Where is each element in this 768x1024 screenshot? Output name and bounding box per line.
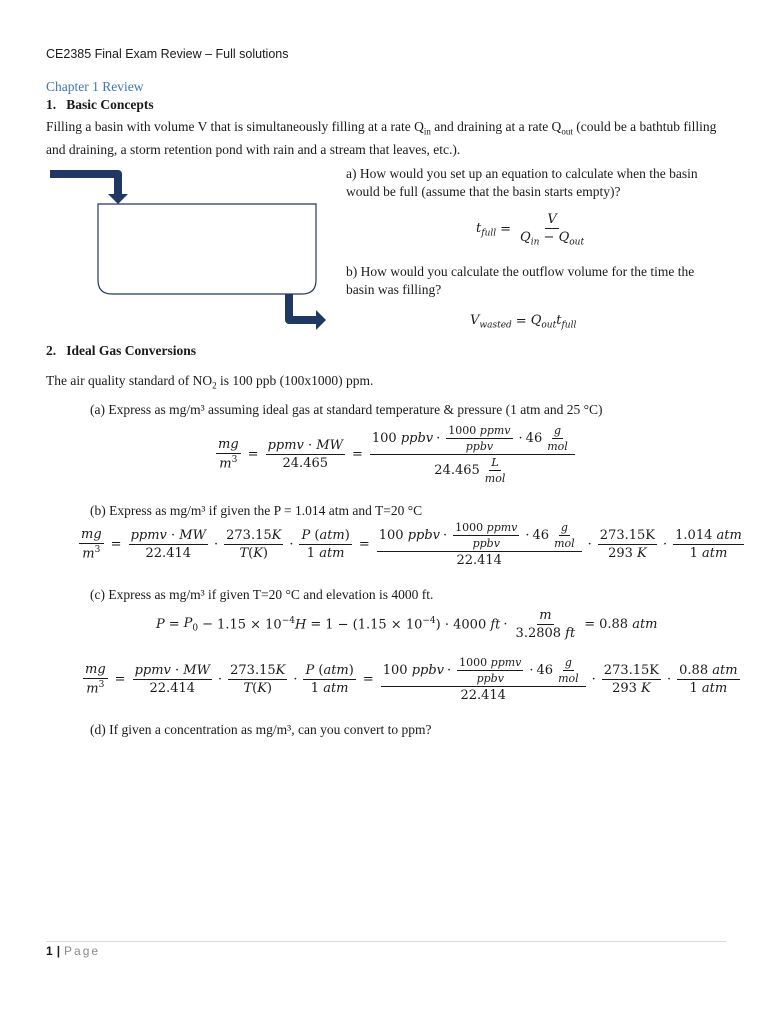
question-2a: (a) Express as mg/m³ assuming ideal gas at standard temperature & pressure (1 atm and 25 °C) <box>90 402 603 417</box>
outflow-arrow <box>289 294 318 320</box>
basin-outline <box>98 204 316 294</box>
question-2d: (d) If given a concentration as mg/m³, can you convert to ppm? <box>90 722 432 737</box>
equation-2b: $\frac{mg}{m^3}$ = $\frac{\text{ppmv · MW}}{22.414}$ · $\frac{273.15K}{T(K)}$ · $\frac{\text{P (atm)}}{\text{1 atm}}$ = 100 ppbv · $\frac{\text{1000 ppmv}}{\text{ppbv}}$ · 46 $\frac{g}{\text{mol}}$ 22.414 · $\frac{273.15K}{293 K}$ · $\frac{\text{1.014 atm}}{\text{1 atm}}$ <box>81 521 742 568</box>
footer-divider <box>46 941 726 942</box>
page-label: Page <box>64 944 101 958</box>
question-1a: a) How would you set up an equation to calculate when the basin would be full (assume that the basin starts empty)? <box>346 166 698 199</box>
question-2b: (b) Express as mg/m³ if given the P = 1.014 atm and T=20 °C <box>90 503 423 518</box>
equation-2c: $\frac{mg}{m^3}$ = $\frac{\text{ppmv · MW}}{22.414}$ · $\frac{273.15K}{T(K)}$ · $\frac{\text{P (atm)}}{\text{1 atm}}$ = 100 ppbv · $\frac{\text{1000 ppmv}}{\text{ppbv}}$ · 46 $\frac{g}{\text{mol}}$ 22.414 · $\frac{273.15K}{293 K}$ · $\frac{\text{0.88 atm}}{\text{1 atm}}$ <box>85 656 738 703</box>
document-title: CE2385 Final Exam Review – Full solutions <box>46 47 289 61</box>
inflow-arrow <box>50 174 118 198</box>
section-1-number: 1. <box>46 97 57 112</box>
equation-2a: $\frac{mg}{m^3}$ = $\frac{\text{ppmv · MW}}{24.465}$ = 100 ppbv · $\frac{\text{1000 ppmv}}{\text{ppbv}}$ · 46 $\frac{g}{\text{mol}}$ 24.465 $\frac{L}{\text{mol}}$ <box>213 424 578 485</box>
section-2-number: 2. <box>46 343 57 358</box>
chapter-heading: Chapter 1 Review <box>46 79 144 94</box>
section-1-title: Basic Concepts <box>66 97 154 112</box>
footer-separator: | <box>56 944 61 958</box>
inflow-arrowhead <box>108 194 128 204</box>
question-1b: b) How would you calculate the outflow volume for the time the basin was filling? <box>346 264 695 297</box>
section-2-heading <box>46 343 196 359</box>
page-footer <box>46 944 100 958</box>
outflow-arrowhead <box>316 310 326 330</box>
section-1-intro: Filling a basin with volume V that is simultaneously filling at a rate $Q_{in}$ and draining at a rate $Q_{out}$ (could be a bathtub filling and draining, a storm retention pond with rain and a stream that leaves, etc.). <box>46 119 717 157</box>
section-2-intro: The air quality standard of $NO_2$ is 100 ppb (100x1000) ppm. <box>46 373 374 391</box>
section-1-heading <box>46 97 154 113</box>
page-number: 1 <box>46 944 53 958</box>
section-2-title: Ideal Gas Conversions <box>66 343 197 358</box>
basin-diagram <box>46 164 336 334</box>
equation-v-wasted: $V_{wasted}$ = $Q_{out}t_{full}$ <box>470 313 577 331</box>
equation-pressure: P = $P_0$ − $1.15 \times 10^{-4}H$ = $1 - (1.15 \times 10^{-4}) \cdot 4000$ ft · $\frac{m}{3.2808 ft}$ = 0.88 atm <box>156 608 658 641</box>
question-2c: (c) Express as mg/m³ if given T=20 °C and elevation is 4000 ft. <box>90 587 434 602</box>
equation-t-full: $t_{full}$ = $\frac{V}{Q_{in} - Q_{out}}$ <box>476 212 585 248</box>
